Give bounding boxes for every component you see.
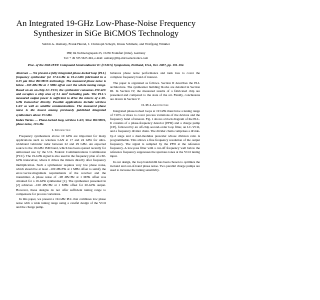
architecture-paragraph-1: Integrated phase-locked loops at 19 GHz must have a tuning range of ±10% or more to cover process variations of the devices and the frequency band of interest. Fig. 1 shows a block diagram of the PLL. It consists of a phase-frequency detector (PFD) and a charge pump (CP), followed by an off-chip second-order loop filter, an LC-VCO, and a frequency divider chain. The divider chain comprises a divide-by-2 stage and a dual-modulus prescaler whose division ratio is programmable. This allows a fine frequency resolution of the output frequency. The signal is sampled by the PFD at the reference frequency. A low-pass filter with a cut-off frequency well below the reference frequency suppresses the spurious tones at the VCO tuning input. xyxy=(110,108,200,159)
index-terms-label: Index Terms — xyxy=(16,117,38,122)
index-terms-text: Phase-locked loop, wireless LAN, SiGe BiCMOS, phase noise, 19 GHz. xyxy=(16,117,106,127)
abstract xyxy=(16,71,106,117)
paper-title: An Integrated 19-GHz Low-Phase-Noise Frequency Synthesizer in SiGe BiCMOS Technology xyxy=(16,18,196,38)
section-heading-architecture: II. PLL Architecture xyxy=(141,102,169,107)
paper-contact: Tel: + 49 335 5625 494, e-mail: osmany@ihp-microelectronics.com xyxy=(63,55,149,60)
paper-affiliation: IHP, Im Technologiepark 25, 15236 Frankfurt (Oder), Germany xyxy=(66,51,146,55)
right-column xyxy=(110,71,200,173)
intro-paragraph-2: In this paper, we present a 19-GHz PLL that combines low phase noise with a wide tuning range using a careful design of the VCO and the charge pump. xyxy=(16,197,106,210)
left-column xyxy=(16,71,106,211)
organization-paragraph: The paper is organized as follows. Section II describes the PLL architecture. The synthesizer building blocks are detailed in Section III. In Section IV, the measured results of a fabricated chip are presented and compared to the state of the art. Finally, conclusions are drawn in Section V. xyxy=(110,80,200,102)
abstract-text: We present a fully integrated phase-locked loop (PLL) frequency synthesizer for 17.6-GHz to 19.4-GHz fabricated in a 0.25 µm SiGe BiCMOS technology. The measured phase noise is below –103 dBc/Hz at 1 MHz offset over the whole tuning range. Based on an on-chip LC-VCO, the synthesizer consumes 250 mW and occupies a chip area of 3.1 mm² including pads. The PLL's measured output power is sufficient to drive the mixers of a 60-GHz transceiver directly. Possible applications include wireless LAN as well as satellite communications. The measured phase noise is the lowest among previously published integrated synthesizers above 15 GHz. xyxy=(16,71,106,117)
paper-authors: Sabbir A. Osmany, Frank Herzel, J. Christoph Scheytt, Klaus Schmalz, and Wolfgang Winkler xyxy=(42,42,170,46)
section-heading-introduction: I. Introduction xyxy=(51,127,71,132)
abstract-label: Abstract — xyxy=(16,71,33,75)
proceedings-line: Proc. of the 29th IEEE Compound Semiconductor IC (CSICS) Symposium, Portland, USA, Oct. 2007, pp. 191-194. xyxy=(27,63,185,67)
intro-paragraph-1: Frequency synthesizers above 10 GHz are important for many applications such as wireless LAN at 17 and 24 GHz for ultra-wideband vehicular radar between 22 and 29 GHz. An expected source is the 19-GHz ISM band, which has been opened recently for unlicensed use by the U.S. Federal Communications Commission (FCC). The 19-GHz signal is also used in the frequency plan of a 60-GHz transceiver, where it drives the mixers directly after frequency multiplication. Such a synthesizer requires very low phase noise, which should be at least –100 dBc/Hz at 1 MHz offset to satisfy the error-vector-magnitude requirements of the receiver and the transmitter. A phase noise of –98 dBc/Hz at 1 MHz offset was obtained for a 16-GHz synthesizer [1]. The synthesizer presented in [2] achieves –100 dBc/Hz at 1 MHz offset for 20-GHz output. However, these designs do not offer sufficient tuning range to compensate for process variations. xyxy=(16,133,106,196)
intro-continuation: balances phase noise performance and tank loss to cover the complete frequency band of interest. xyxy=(110,71,200,80)
architecture-paragraph-2: In our design, the loop bandwidth has been chosen to optimize the in-band and out-of-band phase noise. Two parallel charge pumps are used to increase the tuning sensitivity. xyxy=(110,159,200,172)
index-terms xyxy=(16,118,106,126)
